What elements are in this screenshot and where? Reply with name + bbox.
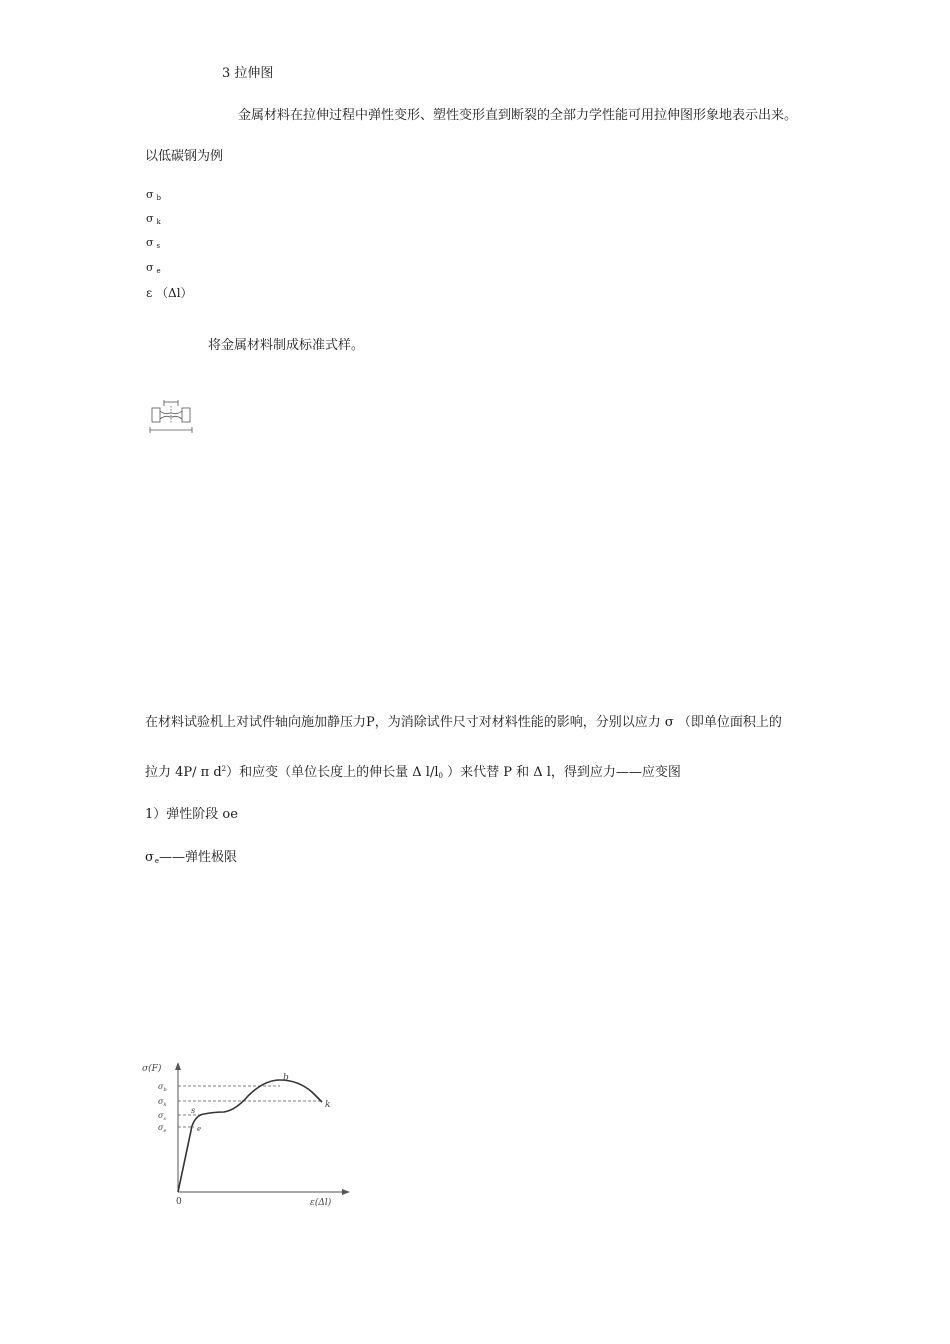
symbol-sigma-b (146, 188, 161, 205)
symbol-sub: s (156, 242, 161, 250)
point-label-k: k (325, 1100, 331, 1110)
symbol-base: σ (146, 212, 154, 225)
section-title: 3 拉伸图 (222, 66, 274, 81)
symbol-sigma-k (146, 212, 161, 229)
stress-strain-curve (178, 1080, 322, 1192)
y-axis-label: σ(F) (142, 1064, 162, 1074)
para-2-sub: 0 (438, 772, 443, 780)
origin-label: 0 (176, 1197, 182, 1207)
point-label-e: e (197, 1125, 202, 1133)
y-axis-arrow (175, 1062, 181, 1070)
stress-strain-figure (140, 1060, 355, 1210)
elastic-rest: ——弹性极限 (159, 850, 238, 865)
intro-paragraph: 金属材料在拉伸过程中弹性变形、塑性变形直到断裂的全部力学性能可用拉伸图形象地表示出来。 (238, 108, 798, 123)
symbol-base: σ (146, 236, 154, 249)
tick-label-sigma-e: $\sigma_e$ (158, 1123, 167, 1134)
para-2-c: ）来代替 P 和 Δ l，得到应力——应变图 (442, 765, 681, 780)
symbol-sub: k (156, 218, 161, 226)
elastic-base: σ (145, 850, 154, 865)
elastic-limit-line (145, 846, 237, 865)
para-2-sup: 2 (221, 765, 227, 773)
symbol-sub: b (156, 194, 161, 202)
para-2-b: ）和应变（单位长度上的伸长量 Δ l/l (226, 765, 439, 780)
elastic-sub: e (154, 857, 160, 865)
para-2-a: 拉力 4P/ π d (145, 765, 222, 780)
symbol-base: σ (146, 188, 154, 201)
symbol-sub: e (156, 267, 161, 275)
paragraph-line-1: 在材料试验机上对试件轴向施加静压力P，为消除试件尺寸对材料性能的影响，分别以应力 σ （即单位面积上的 (145, 715, 782, 730)
epsilon-line: ε （Δl） (146, 286, 193, 300)
symbol-base: σ (146, 261, 154, 274)
stage-title: 1）弹性阶段 oe (145, 807, 238, 822)
x-axis-arrow (342, 1189, 350, 1195)
tick-label-sigma-s: $\sigma_s$ (158, 1111, 167, 1122)
point-label-b: b (283, 1073, 289, 1083)
paragraph-line-2 (145, 761, 681, 780)
symbol-sigma-e (146, 261, 161, 278)
tick-label-sigma-k: $\sigma_k$ (158, 1097, 167, 1108)
tick-label-sigma-b: $\sigma_b$ (158, 1082, 167, 1093)
specimen-figure (148, 398, 194, 438)
specimen-text: 将金属材料制成标准式样。 (208, 338, 365, 353)
x-axis-label: ε(Δl) (310, 1198, 332, 1208)
example-line: 以低碳钢为例 (145, 149, 224, 164)
symbol-sigma-s (146, 236, 160, 253)
point-label-s: s (191, 1106, 196, 1115)
